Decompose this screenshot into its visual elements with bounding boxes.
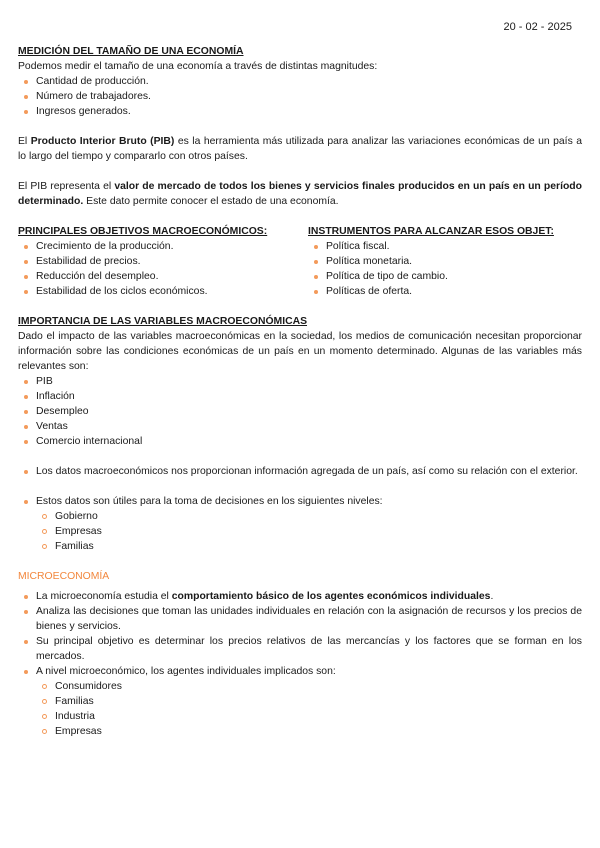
list-item: Ingresos generados. (36, 104, 582, 119)
list-item: Familias (55, 539, 582, 554)
importance-paragraph: Dado el impacto de las variables macroeconómicas en la sociedad, los medios de comunicación necesitan proporcionar información sobre las condiciones económicas de un país en un momento determinado. Algunas de las variables más relevantes son: (18, 331, 582, 372)
instruments-column (308, 224, 582, 299)
decision-levels-bullet (18, 494, 582, 554)
list-item: Ventas (36, 419, 582, 434)
list-item: Crecimiento de la producción. (36, 239, 308, 254)
list-item: Empresas (55, 524, 582, 539)
pib-value-paragraph: El PIB representa el valor de mercado de todos los bienes y servicios finales producidos en un país en un período determinado. Este dato permite conocer el estado de una economía. (18, 181, 583, 207)
list-item: Estabilidad de precios. (36, 254, 308, 269)
macro-data-bullet (18, 464, 582, 479)
measurement-intro: Podemos medir el tamaño de una economía a través de distintas magnitudes: (18, 61, 378, 72)
list-item: A nivel microeconómico, los agentes individuales implicados son: Consumidores Familias Industria Empresas (36, 664, 582, 739)
list-item: Comercio internacional (36, 434, 582, 449)
instruments-title: INSTRUMENTOS PARA ALCANZAR ESOS OBJET: (308, 226, 554, 237)
measurement-list (18, 74, 582, 119)
list-item: PIB (36, 374, 582, 389)
variables-list (18, 374, 582, 449)
document-date: 20 - 02 - 2025 (503, 21, 572, 33)
list-item: Familias (55, 694, 582, 709)
instruments-list (308, 239, 582, 299)
list-item: Número de trabajadores. (36, 89, 582, 104)
list-item: Los datos macroeconómicos nos proporcionan información agregada de un país, así como su relación con el exterior. (36, 464, 582, 479)
section-title-micro: MICROECONOMÍA (18, 571, 110, 582)
list-item: Analiza las decisiones que toman las unidades individuales en relación con la asignación de recursos y los precios de bienes y servicios. (36, 606, 582, 632)
section-title-importance: IMPORTANCIA DE LAS VARIABLES MACROECONÓMICAS (18, 316, 308, 327)
decision-levels-list (36, 509, 582, 554)
list-item: Desempleo (36, 404, 582, 419)
list-item: Consumidores (55, 679, 582, 694)
list-item: Cantidad de producción. (36, 74, 582, 89)
list-item: Reducción del desempleo. (36, 269, 308, 284)
agents-list (36, 679, 582, 739)
objectives-list (18, 239, 308, 299)
list-item: Política de tipo de cambio. (326, 269, 582, 284)
pib-definition-paragraph: El Producto Interior Bruto (PIB) es la herramienta más utilizada para analizar las variaciones económicas de un país a lo largo del tiempo y compararlo con otros países. (18, 136, 582, 162)
list-item: La microeconomía estudia el comportamiento básico de los agentes económicos individuales. (36, 589, 582, 604)
objectives-title: PRINCIPALES OBJETIVOS MACROECONÓMICOS: (18, 226, 268, 237)
list-item: Empresas (55, 724, 582, 739)
section-title-measurement: MEDICIÓN DEL TAMAÑO DE UNA ECONOMÍA (18, 46, 244, 57)
objectives-column (18, 224, 308, 299)
list-item: Política fiscal. (326, 239, 582, 254)
list-item: Inflación (36, 389, 582, 404)
micro-emphasis: comportamiento básico de los agentes económicos individuales (171, 591, 491, 602)
objectives-instruments-columns (18, 224, 582, 299)
list-item: Estabilidad de los ciclos económicos. (36, 284, 308, 299)
pib-term: Producto Interior Bruto (PIB) (30, 136, 175, 147)
pib-value-emphasis: valor de mercado de todos los bienes y servicios finales producidos en un país en un período determinado. (18, 181, 583, 207)
list-item: Estos datos son útiles para la toma de decisiones en los siguientes niveles: Gobierno Empresas Familias (36, 494, 582, 554)
list-item: Industria (55, 709, 582, 724)
list-item: Su principal objetivo es determinar los precios relativos de las mercancías y los factores que se forman en los mercados. (36, 636, 582, 662)
list-item: Políticas de oferta. (326, 284, 582, 299)
list-item: Política monetaria. (326, 254, 582, 269)
list-item: Gobierno (55, 509, 582, 524)
micro-list (18, 589, 582, 739)
